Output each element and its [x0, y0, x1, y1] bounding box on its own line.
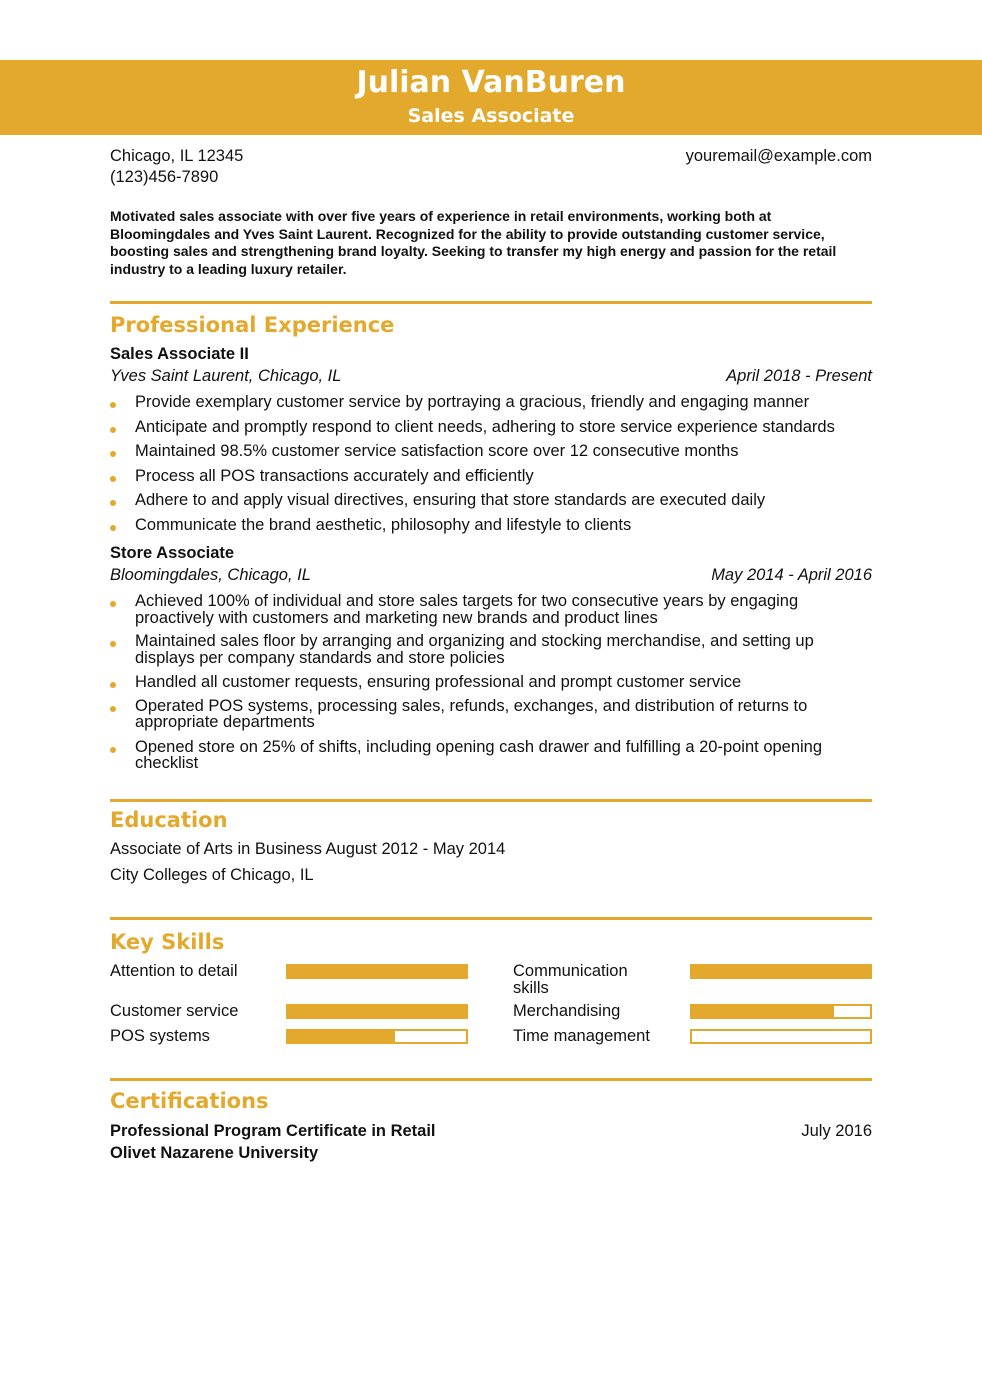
- skills-heading: Key Skills: [110, 930, 225, 954]
- skill-level-fill: [288, 1006, 466, 1017]
- section-divider: [110, 1078, 872, 1081]
- list-item: Adhere to and apply visual directives, ensuring that store standards are executed daily: [110, 492, 855, 509]
- skill-label: Attention to detail: [110, 962, 238, 980]
- list-item: Operated POS systems, processing sales, refunds, exchanges, and distribution of returns to appropriate departments: [110, 698, 855, 731]
- job-company: Yves Saint Laurent, Chicago, IL: [110, 367, 342, 385]
- list-item: Anticipate and promptly respond to client needs, adhering to store service experience standards: [110, 419, 855, 436]
- list-item: Process all POS transactions accurately and efficiently: [110, 468, 855, 485]
- education-heading: Education: [110, 808, 228, 832]
- list-item: Handled all customer requests, ensuring professional and prompt customer service: [110, 674, 855, 691]
- education-degree: Associate of Arts in Business August 2012 - May 2014: [110, 840, 506, 858]
- list-item: Opened store on 25% of shifts, including opening cash drawer and fulfilling a 20-point opening checklist: [110, 739, 855, 772]
- list-item: Provide exemplary customer service by portraying a gracious, friendly and engaging manner: [110, 394, 855, 411]
- skill-level-fill: [692, 1006, 834, 1017]
- header-banner: [0, 60, 982, 135]
- skill-level-bar: [690, 1029, 872, 1044]
- experience-heading: Professional Experience: [110, 313, 395, 337]
- job-bullet-list: [110, 593, 855, 772]
- bullet-icon: [110, 747, 116, 753]
- bullet-icon: [110, 476, 116, 482]
- bullet-icon: [110, 451, 116, 457]
- list-item: Maintained sales floor by arranging and organizing and stocking merchandise, and setting up displays per company standards and store policies: [110, 633, 855, 666]
- skill-label: POS systems: [110, 1027, 210, 1045]
- bullet-icon: [110, 682, 116, 688]
- list-item: Achieved 100% of individual and store sales targets for two consecutive years by engaging proactively with customers and marketing new brands and product lines: [110, 593, 855, 626]
- skill-label: Customer service: [110, 1002, 239, 1020]
- bullet-icon: [110, 500, 116, 506]
- section-divider: [110, 917, 872, 920]
- bullet-icon: [110, 706, 116, 712]
- bullet-icon: [110, 641, 116, 647]
- summary-text: Motivated sales associate with over five years of experience in retail environments, working both at Bloomingdales and Yves Saint Laurent. Recognized for the ability to provide outstanding customer service, boosting sales and strengthening brand loyalty. Seeking to transfer my high energy and passion for the retail industry to a leading luxury retailer.: [110, 208, 837, 277]
- skill-level-bar: [286, 1029, 468, 1044]
- candidate-name: Julian VanBuren: [356, 65, 626, 100]
- certifications-heading: Certifications: [110, 1089, 269, 1113]
- bullet-icon: [110, 427, 116, 433]
- skill-level-fill: [288, 966, 466, 977]
- list-item: Communicate the brand aesthetic, philosophy and lifestyle to clients: [110, 517, 855, 534]
- job-bullet-list: [110, 394, 855, 533]
- contact-phone: (123)456-7890: [110, 168, 219, 186]
- certification-date: July 2016: [801, 1122, 872, 1140]
- skill-level-fill: [692, 966, 870, 977]
- job-title: Sales Associate II: [110, 345, 249, 363]
- bullet-icon: [110, 525, 116, 531]
- skill-level-fill: [288, 1031, 395, 1042]
- skill-label: Communication skills: [513, 962, 628, 997]
- job-dates: May 2014 - April 2016: [711, 566, 872, 584]
- skill-level-bar: [286, 1004, 468, 1019]
- certification-issuer: Olivet Nazarene University: [110, 1144, 319, 1162]
- contact-email[interactable]: youremail@example.com: [685, 147, 872, 165]
- bullet-icon: [110, 601, 116, 607]
- skill-label: Merchandising: [513, 1002, 621, 1020]
- candidate-title: Sales Associate: [407, 105, 575, 127]
- certification-name: Professional Program Certificate in Retail: [110, 1122, 436, 1140]
- job-company: Bloomingdales, Chicago, IL: [110, 566, 311, 584]
- education-school: City Colleges of Chicago, IL: [110, 866, 314, 884]
- skill-level-bar: [690, 964, 872, 979]
- contact-location: Chicago, IL 12345: [110, 147, 244, 165]
- list-item: Maintained 98.5% customer service satisfaction score over 12 consecutive months: [110, 443, 855, 460]
- section-divider: [110, 799, 872, 802]
- bullet-icon: [110, 402, 116, 408]
- skill-level-bar: [286, 964, 468, 979]
- job-title: Store Associate: [110, 544, 235, 562]
- section-divider: [110, 301, 872, 304]
- skill-label: Time management: [513, 1027, 650, 1045]
- job-dates: April 2018 - Present: [726, 367, 872, 385]
- skill-level-bar: [690, 1004, 872, 1019]
